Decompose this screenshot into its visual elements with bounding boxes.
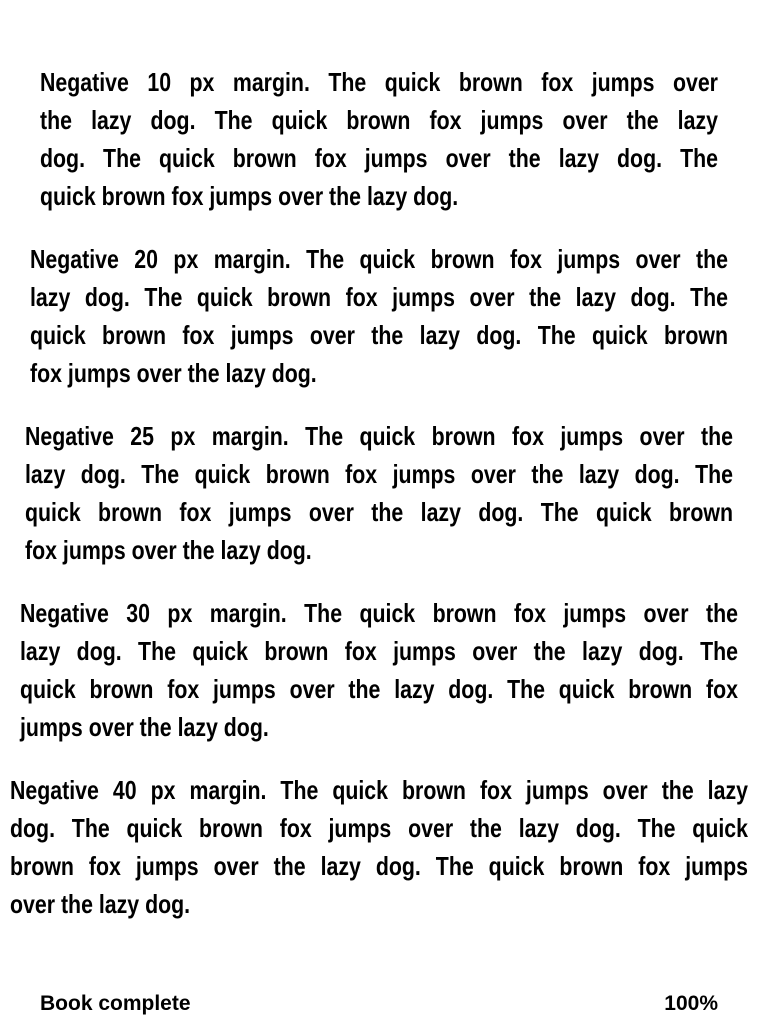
text-line: Negative 20 px margin. The quick brown fox jumps over the [30, 244, 728, 274]
paragraph-negative-40-px [10, 771, 748, 923]
text-line: quick brown fox jumps over the lazy dog. The quick brown [30, 320, 728, 350]
paragraph-negative-30-px [20, 594, 738, 746]
text-line: brown fox jumps over the lazy dog. The quick brown fox jumps [10, 851, 748, 881]
text-line: quick brown fox jumps over the lazy dog. [40, 181, 459, 211]
paragraph-negative-20-px [30, 240, 728, 392]
text-line: dog. The quick brown fox jumps over the lazy dog. The quick [10, 813, 748, 843]
reader-status-bar[interactable] [40, 991, 718, 1017]
reading-progress-percent: 100% [664, 992, 718, 1015]
paragraph-negative-25-px [25, 417, 733, 569]
book-status-text: Book complete [40, 992, 191, 1015]
text-line: Negative 10 px margin. The quick brown fox jumps over [40, 67, 718, 97]
text-line: lazy dog. The quick brown fox jumps over the lazy dog. The [25, 459, 733, 489]
text-line: Negative 25 px margin. The quick brown fox jumps over the [25, 421, 733, 451]
text-line: over the lazy dog. [10, 889, 191, 919]
text-line: lazy dog. The quick brown fox jumps over the lazy dog. The [30, 282, 728, 312]
text-line: Negative 30 px margin. The quick brown fox jumps over the [20, 598, 738, 628]
text-line: Negative 40 px margin. The quick brown fox jumps over the lazy [10, 775, 748, 805]
text-line: quick brown fox jumps over the lazy dog. The quick brown [25, 497, 733, 527]
paragraph-negative-10-px [40, 63, 718, 215]
text-line: jumps over the lazy dog. [20, 712, 269, 742]
text-line: fox jumps over the lazy dog. [25, 535, 312, 565]
text-line: the lazy dog. The quick brown fox jumps over the lazy [40, 105, 718, 135]
text-line: fox jumps over the lazy dog. [30, 358, 317, 388]
text-line: quick brown fox jumps over the lazy dog. The quick brown fox [20, 674, 738, 704]
text-line: lazy dog. The quick brown fox jumps over the lazy dog. The [20, 636, 738, 666]
text-line: dog. The quick brown fox jumps over the lazy dog. The [40, 143, 718, 173]
